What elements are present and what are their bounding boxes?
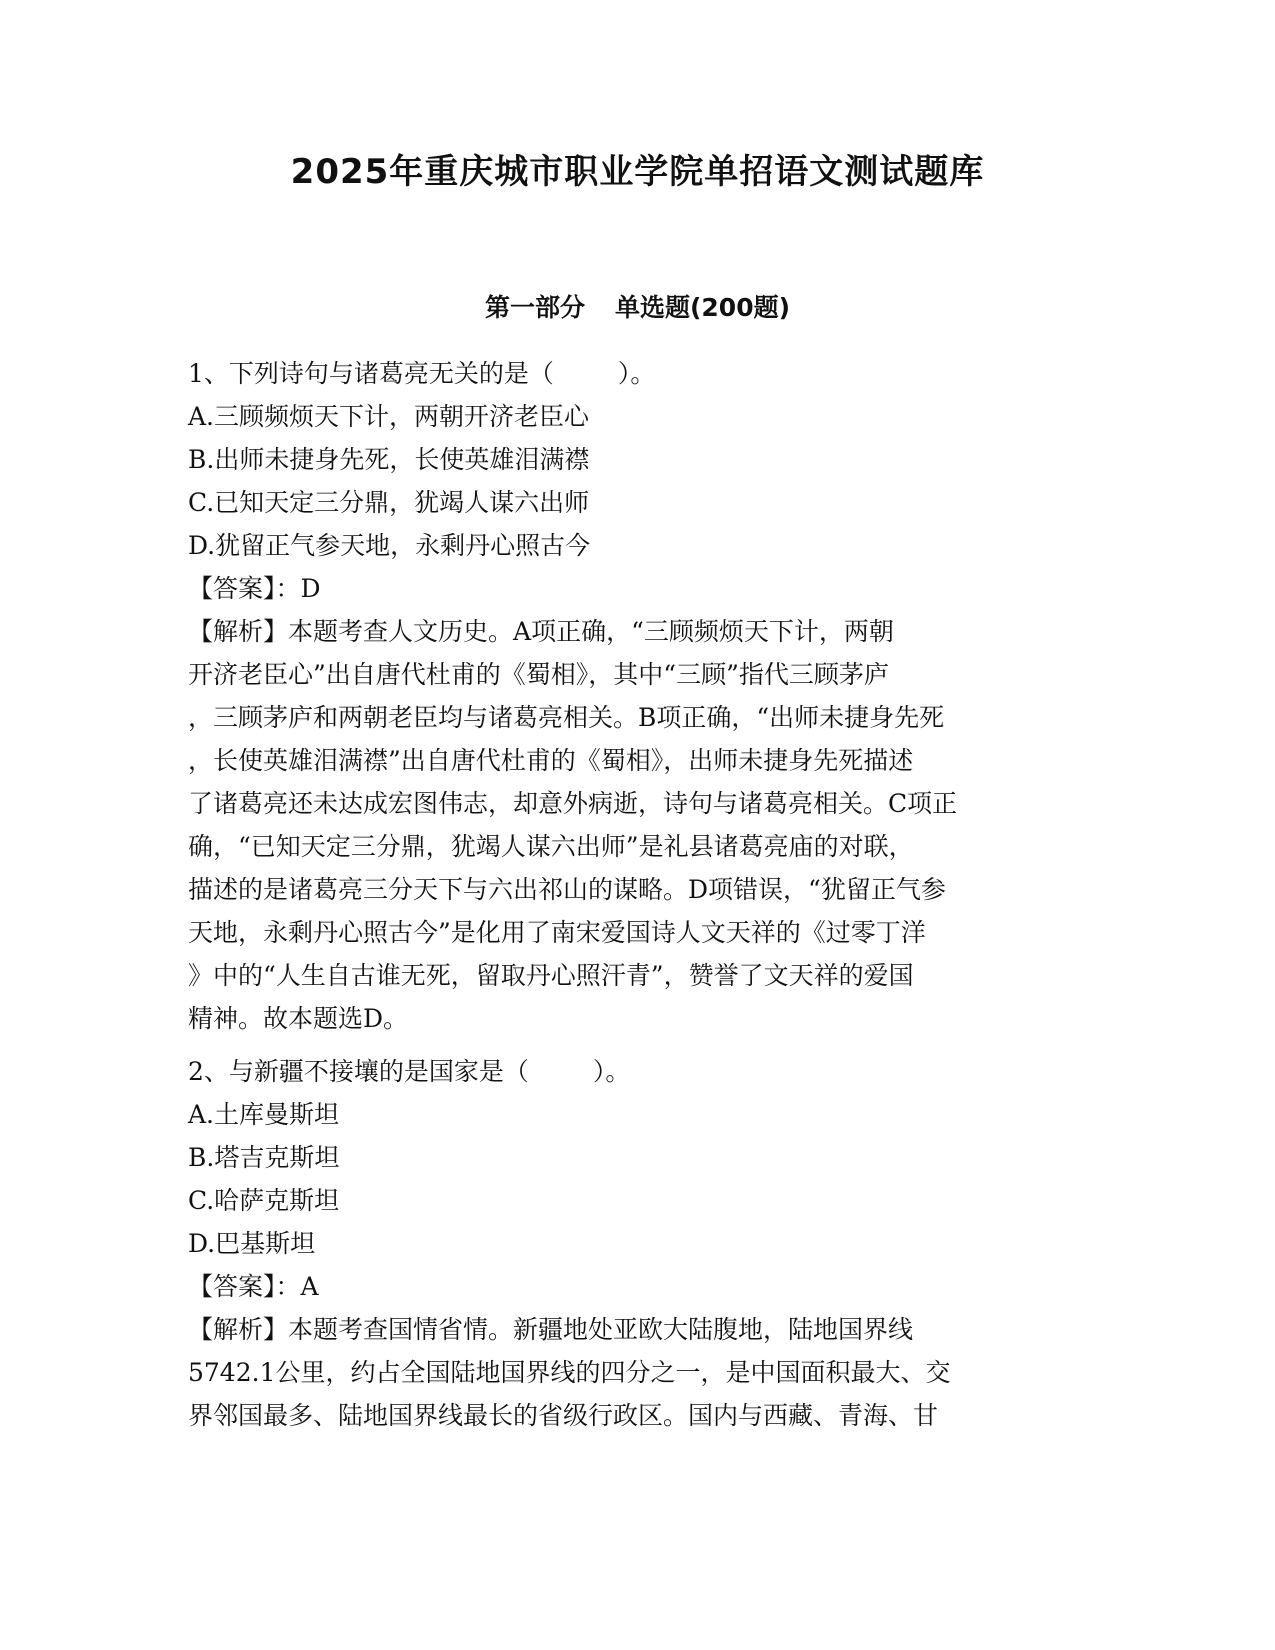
option-a: A.三顾频烦天下计，两朝开济老臣心 [188, 402, 590, 431]
answer-line [188, 1265, 1088, 1308]
analysis-line: 天地，永剩丹心照古今”是化用了南宋爱国诗人文天祥的《过零丁洋 [188, 918, 926, 947]
question-stem-end: ）。 [592, 1057, 631, 1086]
analysis-label: 【解析】 [188, 617, 289, 646]
analysis-text: 本题考查人文历史。A项正确，“三顾频烦天下计，两朝 [288, 617, 894, 646]
option-b: B.塔吉克斯坦 [188, 1143, 340, 1172]
option-b: B.出师未捷身先死，长使英雄泪满襟 [188, 445, 590, 474]
section-part: 第一部分 [484, 293, 585, 322]
answer-value: D [300, 574, 321, 603]
answer-value: A [300, 1272, 319, 1301]
document-title: 2025年重庆城市职业学院单招语文测试题库 [290, 152, 985, 192]
analysis-line: ，长使英雄泪满襟”出自唐代杜甫的《蜀相》，出师未捷身先死描述 [188, 746, 914, 775]
answer-label: 【答案】： [188, 1272, 301, 1301]
analysis-line [188, 610, 1088, 653]
analysis-line: 开济老臣心”出自唐代杜甫的《蜀相》，其中“三顾”指代三顾茅庐 [188, 660, 889, 689]
analysis [188, 1308, 1088, 1437]
analysis-line: 确，“已知天定三分鼎，犹竭人谋六出师”是礼县诸葛亮庙的对联， [188, 832, 914, 861]
analysis-line: 描述的是诸葛亮三分天下与六出祁山的谋略。D项错误，“犹留正气参 [188, 875, 946, 904]
option-d: D.巴基斯坦 [188, 1229, 316, 1258]
option-d: D.犹留正气参天地，永剩丹心照古今 [188, 531, 591, 560]
analysis-line: 精神。故本题选D。 [188, 1004, 409, 1033]
question-stem [188, 1050, 1088, 1093]
section-name: 单选题(200题) [614, 293, 791, 322]
section-heading [0, 290, 1275, 326]
analysis-text: 本题考查国情省情。新疆地处亚欧大陆腹地，陆地国界线 [288, 1315, 914, 1344]
question-2 [188, 1050, 1088, 1437]
analysis-line: 》中的“人生自古谁无死，留取丹心照汗青”，赞誉了文天祥的爱国 [188, 961, 914, 990]
question-stem [188, 352, 1088, 395]
question-list [188, 352, 1088, 1437]
option-a: A.土库曼斯坦 [188, 1100, 340, 1129]
analysis-line: 5742.1公里，约占全国陆地国界线的四分之一，是中国面积最大、交 [188, 1358, 951, 1387]
option-c: C.哈萨克斯坦 [188, 1186, 340, 1215]
analysis-label: 【解析】 [188, 1315, 289, 1344]
question-stem-text: 1、下列诗句与诸葛亮无关的是（ [188, 359, 554, 388]
question-1 [188, 352, 1088, 1040]
analysis [188, 610, 1088, 1040]
option-c: C.已知天定三分鼎，犹竭人谋六出师 [188, 488, 590, 517]
analysis-line: ，三顾茅庐和两朝老臣均与诸葛亮相关。B项正确，“出师未捷身先死 [188, 703, 945, 732]
question-stem-end: ）。 [617, 359, 656, 388]
analysis-line: 界邻国最多、陆地国界线最长的省级行政区。国内与西藏、青海、甘 [188, 1401, 939, 1430]
analysis-line [188, 1308, 1088, 1351]
analysis-line: 了诸葛亮还未达成宏图伟志，却意外病逝，诗句与诸葛亮相关。C项正 [188, 789, 958, 818]
answer-label: 【答案】： [188, 574, 301, 603]
answer-line [188, 567, 1088, 610]
question-stem-text: 2、与新疆不接壤的是国家是（ [188, 1057, 529, 1086]
